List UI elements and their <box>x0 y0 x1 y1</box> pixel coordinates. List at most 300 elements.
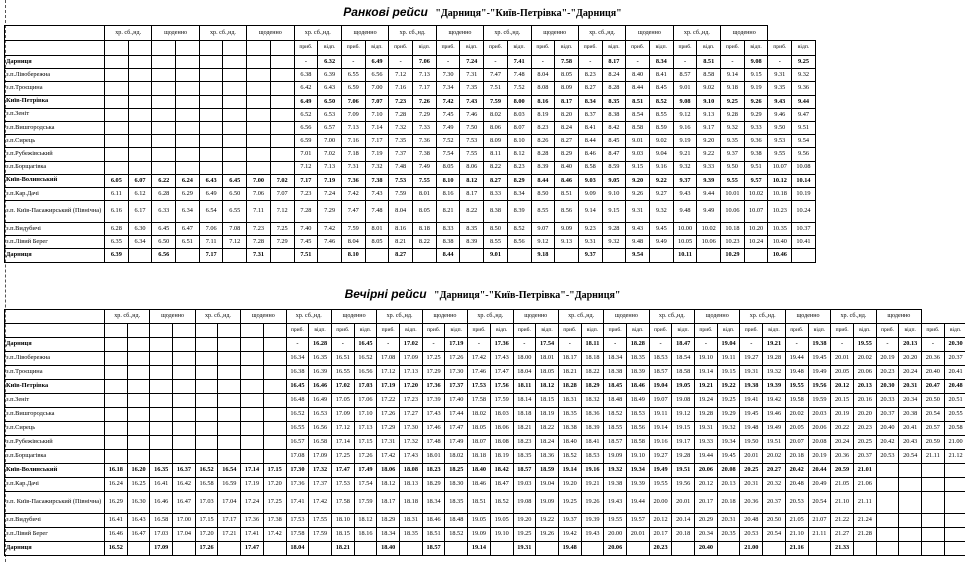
arrival-time: 16.41 <box>105 514 128 528</box>
departure-time <box>555 249 579 262</box>
departure-time: 20.54 <box>899 450 922 464</box>
departure-time: 19.21 <box>581 478 604 492</box>
departure-time: 7.29 <box>413 108 437 121</box>
departure-time: 19.11 <box>717 352 740 366</box>
departure-time: 9.51 <box>744 161 768 174</box>
arr-dep-header: приб. <box>513 324 536 338</box>
departure-time <box>173 352 196 366</box>
arrival-time: 9.23 <box>578 223 602 236</box>
departure-time: 20.13 <box>899 338 922 352</box>
arrival-time: 17.03 <box>150 528 173 542</box>
arr-dep-header <box>173 324 196 338</box>
arrival-time: 8.27 <box>389 249 413 262</box>
departure-time <box>602 249 626 262</box>
arrival-time: 19.33 <box>695 436 718 450</box>
arrival-time: - <box>922 338 945 352</box>
arrival-time: 17.03 <box>195 492 218 514</box>
arr-dep-header: приб. <box>331 324 354 338</box>
departure-time: 17.40 <box>445 394 468 408</box>
departure-time: 9.29 <box>744 108 768 121</box>
departure-time: 17.43 <box>400 450 423 464</box>
arrival-time: 20.15 <box>831 394 854 408</box>
station-row <box>5 95 816 108</box>
arrival-time: 7.06 <box>199 223 223 236</box>
arrival-time: 9.37 <box>721 148 745 161</box>
departure-time: 7.46 <box>318 236 342 249</box>
departure-time <box>128 148 152 161</box>
arrival-time: 7.28 <box>247 236 271 249</box>
arrival-time: 8.54 <box>626 108 650 121</box>
departure-time: 20.18 <box>672 528 695 542</box>
arrival-time <box>105 352 128 366</box>
departure-time: 10.24 <box>792 201 816 223</box>
departure-time: 9.05 <box>602 174 626 187</box>
arrival-time <box>105 408 128 422</box>
arrival-time: 8.33 <box>436 223 460 236</box>
arrival-time: 19.32 <box>604 464 627 478</box>
arr-dep-header: приб. <box>286 324 309 338</box>
arrival-time: 17.53 <box>331 478 354 492</box>
departure-time: 19.29 <box>717 408 740 422</box>
departure-time: 9.32 <box>649 201 673 223</box>
departure-time: 17.09 <box>309 450 332 464</box>
arrival-time: 17.29 <box>377 422 400 436</box>
departure-time: 8.01 <box>365 223 389 236</box>
arrival-time: 20.59 <box>831 464 854 478</box>
arrival-time: 17.20 <box>195 528 218 542</box>
departure-time: 16.42 <box>173 478 196 492</box>
departure-time: 9.45 <box>649 223 673 236</box>
departure-time <box>223 148 247 161</box>
station-name: Київ-Волинський <box>5 464 105 478</box>
arr-dep-header: приб. <box>484 41 508 56</box>
departure-time: 8.10 <box>507 135 531 148</box>
arrival-time: 19.24 <box>695 394 718 408</box>
arrival-time <box>922 478 945 492</box>
departure-time: 8.12 <box>507 148 531 161</box>
arr-dep-header: відп. <box>717 324 740 338</box>
arrival-time: 8.50 <box>531 187 555 200</box>
arrival-time: 20.17 <box>695 492 718 514</box>
arr-dep-header: приб. <box>422 324 445 338</box>
arrival-time: 18.14 <box>513 394 536 408</box>
arrival-time: 7.53 <box>389 174 413 187</box>
arrival-time: 8.16 <box>436 187 460 200</box>
departure-time: 7.42 <box>318 223 342 236</box>
station-name: з.п.Видубичі <box>5 514 105 528</box>
departure-time: 8.39 <box>460 236 484 249</box>
departure-time <box>127 436 150 450</box>
departure-time <box>176 82 200 95</box>
departure-time: 10.19 <box>792 187 816 200</box>
departure-time: 19.04 <box>536 478 559 492</box>
departure-time: 18.36 <box>581 408 604 422</box>
arrival-time: - <box>331 338 354 352</box>
departure-time: 17.59 <box>309 528 332 542</box>
station-row <box>5 108 816 121</box>
arr-dep-header: відп. <box>581 324 604 338</box>
arrival-time: 10.23 <box>721 236 745 249</box>
departure-time: 7.55 <box>460 148 484 161</box>
arrival-time: 8.44 <box>578 135 602 148</box>
arr-dep-header: відп. <box>413 41 437 56</box>
departure-time: 6.49 <box>365 56 389 69</box>
arrival-time: 8.33 <box>484 187 508 200</box>
arr-dep-header: відп. <box>602 41 626 56</box>
departure-time: 9.22 <box>697 148 721 161</box>
departure-time <box>128 161 152 174</box>
departure-time: 18.49 <box>626 394 649 408</box>
departure-time: 19.05 <box>672 380 695 394</box>
arrival-time <box>199 69 223 82</box>
station-name: Дарниця <box>5 542 105 556</box>
arrival-time: 18.52 <box>604 408 627 422</box>
arrival-time: 6.50 <box>152 236 176 249</box>
departure-time <box>263 542 286 556</box>
departure-time: 16.58 <box>309 436 332 450</box>
arrival-time: - <box>673 56 697 69</box>
trip-type-header: щоденно <box>531 26 578 41</box>
arr-dep-header <box>270 41 294 56</box>
trip-type-header: щоденно <box>152 26 199 41</box>
station-row <box>5 148 816 161</box>
arrival-time: 8.22 <box>484 161 508 174</box>
arrival-time: 16.46 <box>150 492 173 514</box>
departure-time: 8.59 <box>602 161 626 174</box>
arrival-time: 8.06 <box>484 121 508 134</box>
departure-time: 9.04 <box>649 148 673 161</box>
departure-time: 18.53 <box>581 450 604 464</box>
departure-time: 9.27 <box>649 187 673 200</box>
arr-dep-header: приб. <box>531 41 555 56</box>
arrival-time: - <box>604 338 627 352</box>
arrival-time: 17.08 <box>286 450 309 464</box>
arrival-time <box>922 542 945 556</box>
trip-type-header: щоденно <box>785 310 830 324</box>
arrival-time <box>199 135 223 148</box>
arrival-time: 16.38 <box>286 366 309 380</box>
arrival-time: 17.19 <box>377 380 400 394</box>
station-row <box>5 408 965 422</box>
departure-time <box>223 135 247 148</box>
arrival-time: 9.18 <box>721 82 745 95</box>
arrival-time: 9.08 <box>673 95 697 108</box>
departure-time: 20.02 <box>763 450 786 464</box>
departure-time: 6.30 <box>128 223 152 236</box>
station-row <box>5 69 816 82</box>
arr-dep-header <box>247 41 271 56</box>
arrival-time: 6.59 <box>294 135 318 148</box>
arrival-time: 17.30 <box>286 464 309 478</box>
arrival-time: 7.51 <box>294 249 318 262</box>
departure-time <box>581 542 604 556</box>
departure-time: 8.06 <box>460 161 484 174</box>
arrival-time: - <box>558 338 581 352</box>
arrival-time: 7.09 <box>341 108 365 121</box>
departure-time: 8.29 <box>507 174 531 187</box>
departure-time: 7.02 <box>318 148 342 161</box>
arr-dep-header <box>128 41 152 56</box>
station-row <box>5 223 816 236</box>
departure-time: 17.13 <box>354 422 377 436</box>
departure-time: 19.49 <box>808 366 831 380</box>
departure-time: 17.43 <box>490 352 513 366</box>
departure-time: 7.48 <box>507 69 531 82</box>
arrival-time: 20.33 <box>876 394 899 408</box>
arr-dep-header <box>127 324 150 338</box>
departure-time: 9.49 <box>697 201 721 223</box>
arr-dep-header: відп. <box>808 324 831 338</box>
arrival-time: 20.48 <box>785 478 808 492</box>
departure-time: 19.57 <box>626 514 649 528</box>
arrival-time: 6.35 <box>105 236 129 249</box>
arrival-time: 19.55 <box>649 478 672 492</box>
arrival-time: 9.12 <box>531 236 555 249</box>
arrival-time: 20.05 <box>831 366 854 380</box>
departure-time: 18.18 <box>400 492 423 514</box>
arrival-time: 7.23 <box>294 187 318 200</box>
arrival-time: 16.52 <box>195 464 218 478</box>
departure-time: 16.43 <box>127 514 150 528</box>
arr-dep-header: приб. <box>389 41 413 56</box>
departure-time <box>318 249 342 262</box>
arrival-time: 19.14 <box>695 366 718 380</box>
departure-time: 16.56 <box>309 422 332 436</box>
arrival-time: 21.05 <box>785 514 808 528</box>
departure-time: 21.11 <box>853 492 876 514</box>
arrival-time: 18.35 <box>513 450 536 464</box>
departure-time: 17.42 <box>263 528 286 542</box>
departure-time <box>128 95 152 108</box>
arrival-time: 18.18 <box>468 450 491 464</box>
departure-time: 19.25 <box>717 394 740 408</box>
arrival-time <box>105 422 128 436</box>
arrival-time: 9.20 <box>626 174 650 187</box>
arrival-time: 8.55 <box>531 201 555 223</box>
departure-time: 16.20 <box>127 464 150 478</box>
arrival-time: 19.45 <box>740 408 763 422</box>
arrival-time: 20.06 <box>695 464 718 478</box>
departure-time: 9.15 <box>744 69 768 82</box>
arrival-time <box>876 478 899 492</box>
departure-time: 17.20 <box>400 380 423 394</box>
departure-time: 9.10 <box>602 187 626 200</box>
station-name: з.п.Лівобережна <box>5 69 105 82</box>
departure-time: 7.50 <box>460 121 484 134</box>
arrival-time: 7.37 <box>389 148 413 161</box>
departure-time <box>218 542 241 556</box>
arrival-time <box>199 121 223 134</box>
departure-time: 18.59 <box>536 464 559 478</box>
trip-type-header: хр. сб.,нд. <box>377 310 422 324</box>
departure-time <box>697 249 721 262</box>
arrival-time: 18.17 <box>377 492 400 514</box>
departure-time: 9.13 <box>697 108 721 121</box>
arrival-time: 20.01 <box>740 450 763 464</box>
arrival-time: 7.28 <box>294 201 318 223</box>
arrival-time <box>876 464 899 478</box>
departure-time <box>176 148 200 161</box>
arrival-time: 19.16 <box>649 436 672 450</box>
departure-time <box>270 135 294 148</box>
departure-time: 9.19 <box>744 82 768 95</box>
departure-time: 7.13 <box>413 69 437 82</box>
arrival-time: 9.01 <box>673 82 697 95</box>
departure-time: 17.19 <box>445 338 468 352</box>
departure-time: 20.08 <box>717 464 740 478</box>
arrival-time: 7.31 <box>341 161 365 174</box>
departure-time: 7.12 <box>270 201 294 223</box>
arr-dep-header: відп. <box>445 324 468 338</box>
arrival-time <box>241 338 264 352</box>
arrival-time: 8.46 <box>578 148 602 161</box>
departure-time: 7.48 <box>365 201 389 223</box>
arrival-time: 20.19 <box>831 408 854 422</box>
arrival-time: 16.29 <box>105 492 128 514</box>
departure-time: 9.33 <box>744 121 768 134</box>
arrival-time: - <box>831 338 854 352</box>
station-name: з.п.Лівий Берег <box>5 528 105 542</box>
arrival-time <box>195 366 218 380</box>
departure-time <box>127 542 150 556</box>
arrival-time: 8.10 <box>341 249 365 262</box>
departure-time: 10.41 <box>792 236 816 249</box>
departure-time: 19.12 <box>672 408 695 422</box>
arr-dep-header: відп. <box>365 41 389 56</box>
departure-time: 19.34 <box>626 464 649 478</box>
departure-time: 6.51 <box>176 236 200 249</box>
departure-time <box>176 249 200 262</box>
departure-time <box>173 408 196 422</box>
departure-time: 20.37 <box>763 492 786 514</box>
arrival-time <box>152 161 176 174</box>
arrival-time: 20.54 <box>922 408 945 422</box>
arrival-time <box>247 82 271 95</box>
arrival-time <box>241 422 264 436</box>
arrival-time <box>922 514 945 528</box>
arrival-time: 9.16 <box>673 121 697 134</box>
departure-time <box>270 161 294 174</box>
station-name: з.п. Київ-Пасажирський (Північна) <box>5 492 105 514</box>
arrival-time: 20.12 <box>695 478 718 492</box>
departure-time <box>127 338 150 352</box>
departure-time <box>792 249 816 262</box>
arrival-time: 17.22 <box>377 394 400 408</box>
departure-time <box>218 436 241 450</box>
arrival-time: 17.42 <box>468 352 491 366</box>
departure-time: 20.02 <box>853 352 876 366</box>
arrival-time: 9.32 <box>721 121 745 134</box>
station-name: Дарниця <box>5 249 105 262</box>
station-row <box>5 528 965 542</box>
arr-dep-header <box>199 41 223 56</box>
arr-dep-header: приб. <box>673 41 697 56</box>
departure-time: 18.32 <box>581 394 604 408</box>
arrival-time: 18.52 <box>558 450 581 464</box>
arrival-time: 19.04 <box>649 380 672 394</box>
arrival-time <box>247 135 271 148</box>
departure-time: 9.36 <box>744 135 768 148</box>
departure-time: 16.54 <box>218 464 241 478</box>
departure-time: 9.15 <box>602 201 626 223</box>
departure-time: 10.02 <box>697 223 721 236</box>
trip-type-header: хр. сб.,нд. <box>199 26 246 41</box>
departure-time <box>128 108 152 121</box>
departure-time: 17.17 <box>218 514 241 528</box>
arrival-time: 6.56 <box>294 121 318 134</box>
departure-time <box>127 422 150 436</box>
morning-header-row-1 <box>5 26 816 41</box>
departure-time: 9.09 <box>555 223 579 236</box>
departure-time: 8.17 <box>460 187 484 200</box>
arrival-time: 19.20 <box>513 514 536 528</box>
departure-time: 18.56 <box>626 422 649 436</box>
arr-dep-header: відп. <box>763 324 786 338</box>
arrival-time <box>199 95 223 108</box>
arrival-time: 19.09 <box>604 450 627 464</box>
departure-time: 16.37 <box>173 464 196 478</box>
arrival-time: 17.46 <box>468 366 491 380</box>
arrival-time: 20.30 <box>876 380 899 394</box>
arrival-time: 9.25 <box>721 95 745 108</box>
arrival-time: 7.00 <box>247 174 271 187</box>
arrival-time: 17.14 <box>241 464 264 478</box>
arrival-time: - <box>876 338 899 352</box>
arrival-time <box>152 121 176 134</box>
departure-time: 8.42 <box>602 121 626 134</box>
arrival-time <box>105 108 129 121</box>
arrival-time: 9.14 <box>721 69 745 82</box>
departure-time: 16.47 <box>173 492 196 514</box>
departure-time <box>223 69 247 82</box>
departure-time <box>808 542 831 556</box>
station-row <box>5 338 965 352</box>
arrival-time: 16.51 <box>331 352 354 366</box>
departure-time <box>270 121 294 134</box>
departure-time: 17.59 <box>354 492 377 514</box>
arrival-time: - <box>468 338 491 352</box>
arrival-time: 20.53 <box>785 492 808 514</box>
arr-dep-header: приб. <box>695 324 718 338</box>
arrival-time: 20.17 <box>649 528 672 542</box>
arrival-time <box>105 121 129 134</box>
evening-title-main: Вечірні рейси <box>344 287 427 301</box>
arrival-time: 20.01 <box>831 352 854 366</box>
evening-title-route: "Дарниця"-"Київ-Петрівка"-"Дарниця" <box>434 290 621 301</box>
arrival-time <box>195 450 218 464</box>
arrival-time: 10.23 <box>768 201 792 223</box>
departure-time: 8.39 <box>507 201 531 223</box>
arrival-time <box>105 161 129 174</box>
arrival-time: 19.05 <box>468 514 491 528</box>
arr-dep-header <box>150 324 173 338</box>
arrival-time: 9.14 <box>578 201 602 223</box>
departure-time: 17.32 <box>309 464 332 478</box>
arrival-time: 7.12 <box>294 161 318 174</box>
departure-time: 8.18 <box>413 223 437 236</box>
departure-time: 18.15 <box>536 394 559 408</box>
arrival-time: 9.21 <box>673 148 697 161</box>
arrival-time: 8.55 <box>484 236 508 249</box>
departure-time: 7.07 <box>365 95 389 108</box>
arrival-time: 7.51 <box>484 82 508 95</box>
arrival-time: 20.34 <box>695 528 718 542</box>
departure-time <box>309 542 332 556</box>
departure-time <box>176 56 200 69</box>
departure-time: 19.22 <box>717 380 740 394</box>
arrival-time: 8.10 <box>436 174 460 187</box>
arrival-time: 7.01 <box>294 148 318 161</box>
